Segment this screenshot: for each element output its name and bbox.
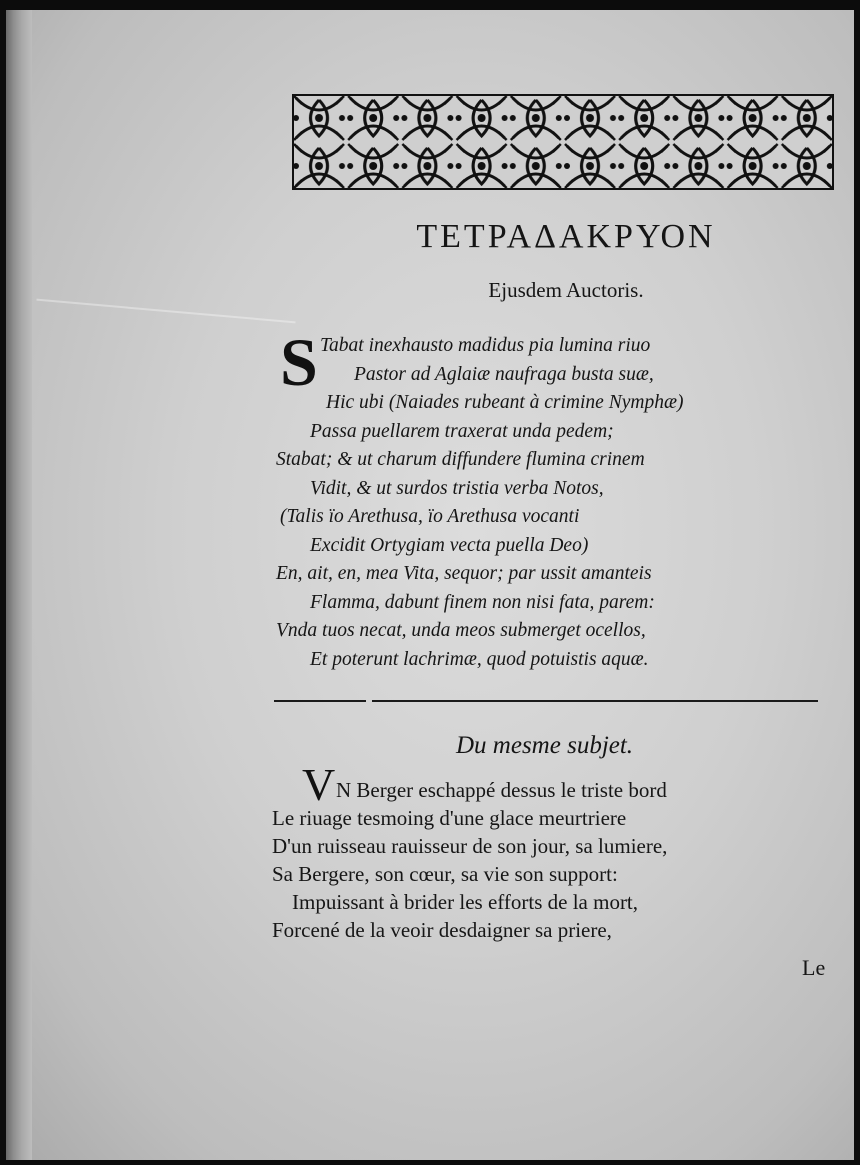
divider-rule-left — [274, 700, 366, 702]
paper-crease — [36, 299, 295, 324]
french-dropcap: V — [302, 759, 336, 810]
latin-line: Et poterunt lachrimæ, quod potuistis aquæ. — [310, 648, 649, 670]
book-spine — [6, 10, 32, 1160]
french-line: Forcené de la veoir desdaigner sa priere, — [272, 918, 612, 942]
latin-line: Hic ubi (Naiades rubeant à crimine Nymphæ) — [326, 392, 684, 413]
subtitle: Ejusdem Auctoris. — [488, 278, 644, 302]
latin-line: Flamma, dabunt finem non nisi fata, parem: — [310, 591, 655, 613]
french-line: Impuissant à brider les efforts de la mort, — [292, 890, 639, 914]
catchword: Le — [802, 955, 826, 980]
decorative-headpiece — [292, 94, 834, 190]
latin-line: Tabat inexhausto madidus pia lumina riuo — [320, 335, 651, 356]
section-title: Du mesme subjet. — [456, 732, 634, 759]
latin-line: Excidit Ortygiam vecta puella Deo) — [310, 534, 589, 556]
latin-line: (Talis ïo Arethusa, ïo Arethusa vocanti — [280, 506, 580, 527]
french-line: D'un ruisseau rauisseur de son jour, sa lumiere, — [272, 834, 668, 858]
french-line: Le riuage tesmoing d'une glace meurtriere — [272, 806, 627, 830]
latin-line: Stabat; & ut charum diffundere flumina crinem — [276, 449, 645, 470]
latin-line: Passa puellarem traxerat unda pedem; — [310, 420, 614, 442]
divider-rule-right — [372, 700, 818, 702]
latin-line: Vidit, & ut surdos tristia verba Notos, — [310, 477, 604, 499]
french-line: Sa Bergere, son cœur, sa vie son support: — [272, 862, 618, 886]
french-line: N Berger eschappé dessus le triste bord — [336, 778, 667, 802]
greek-title: ΤΕΤΡΑΔΑΚΡΥΟΝ — [416, 218, 716, 255]
latin-line: Pastor ad Aglaiæ naufraga busta suæ, — [354, 363, 654, 385]
latin-line: En, ait, en, mea Vita, sequor; par ussit amanteis — [276, 563, 652, 584]
latin-dropcap: S — [280, 324, 318, 400]
latin-line: Vnda tuos necat, unda meos submerget ocellos, — [276, 620, 646, 641]
book-page — [6, 10, 854, 1160]
